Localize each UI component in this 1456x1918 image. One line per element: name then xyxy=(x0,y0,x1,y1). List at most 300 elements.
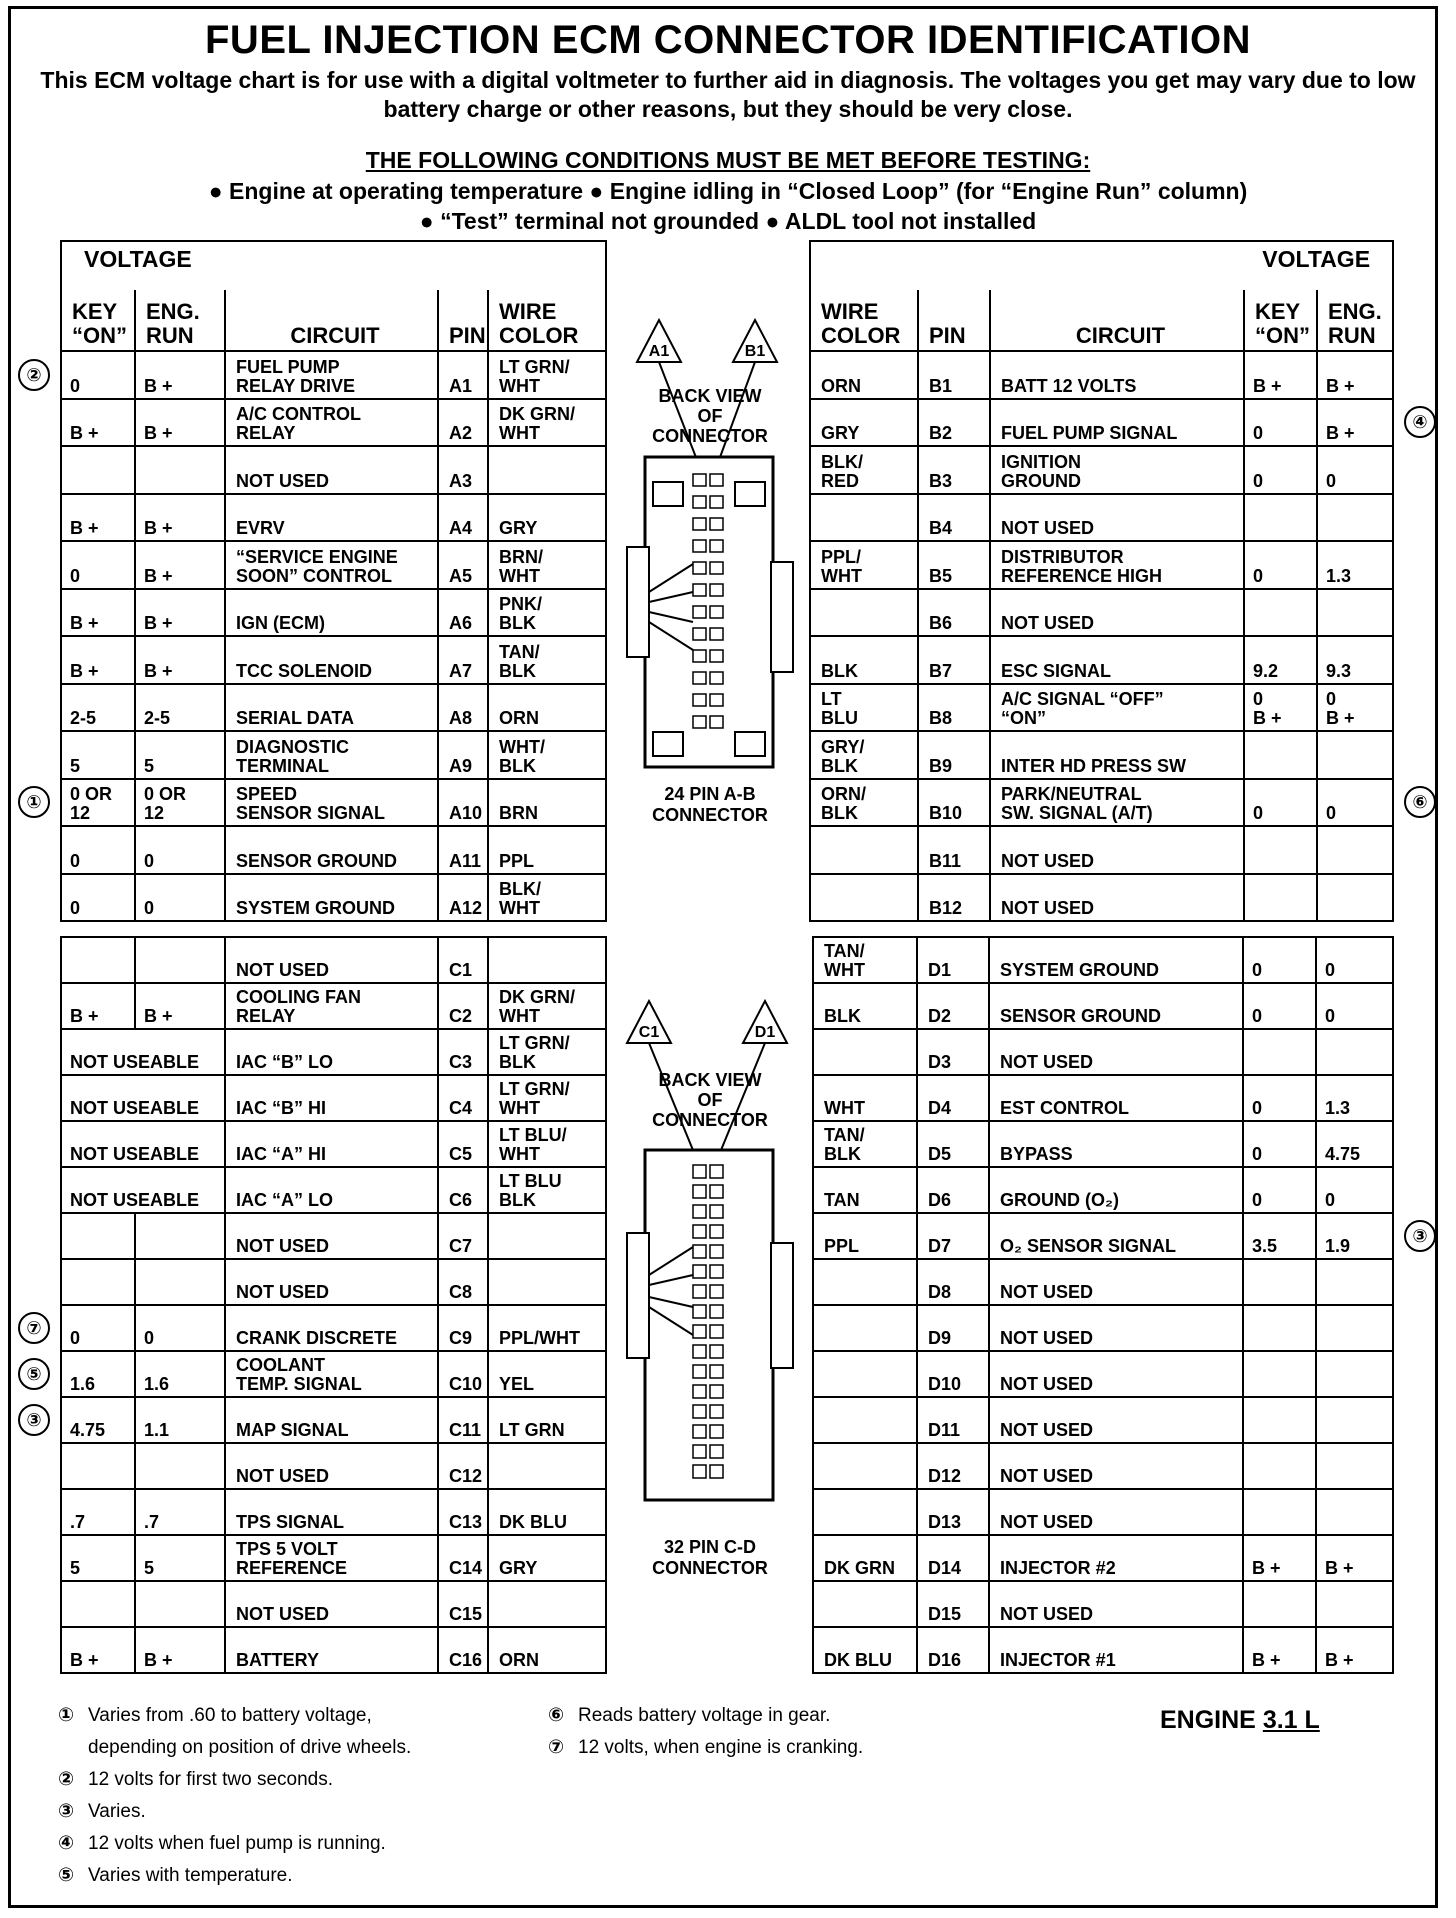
wire-color-cell: BLK xyxy=(810,636,918,684)
circuit-cell: IGNITION GROUND xyxy=(990,446,1244,494)
circuit-cell: O₂ SENSOR SIGNAL xyxy=(989,1213,1243,1259)
circuit-cell: TPS SIGNAL xyxy=(225,1489,438,1535)
circuit-cell: SPEED SENSOR SIGNAL xyxy=(225,779,438,827)
table-row xyxy=(61,684,606,732)
wire-color-cell xyxy=(488,446,606,494)
circuit-cell: EST CONTROL xyxy=(989,1075,1243,1121)
pin-cell: A7 xyxy=(438,636,488,684)
connector-cd-diagram xyxy=(615,985,805,1525)
voltage-header: VOLTAGE xyxy=(1262,246,1371,272)
voltage-header: VOLTAGE xyxy=(84,246,192,272)
circuit-cell: DIAGNOSTIC TERMINAL xyxy=(225,731,438,779)
table-row xyxy=(813,983,1393,1029)
key-on-cell xyxy=(61,1213,135,1259)
pin-cavity xyxy=(693,1205,706,1218)
eng-run-cell: 1.1 xyxy=(135,1397,225,1443)
key-on-cell xyxy=(1243,1029,1316,1075)
wire-color-cell xyxy=(813,1489,917,1535)
pin-cell: C11 xyxy=(438,1397,488,1443)
pin-cell: B10 xyxy=(918,779,990,827)
key-on-cell xyxy=(1243,1259,1316,1305)
footnote xyxy=(58,1732,558,1764)
key-on-cell: 0 OR 12 xyxy=(61,779,135,827)
pin-cavity xyxy=(693,1365,706,1378)
eng-run-cell: 9.3 xyxy=(1317,636,1393,684)
wire-color-cell: LT GRN/ WHT xyxy=(488,351,606,399)
circuit-cell: DISTRIBUTOR REFERENCE HIGH xyxy=(990,541,1244,589)
wire-color-cell xyxy=(813,1581,917,1627)
wire-color-cell: GRY xyxy=(810,399,918,447)
table-row xyxy=(813,1627,1393,1673)
pin-cell: A9 xyxy=(438,731,488,779)
circuit-cell: SENSOR GROUND xyxy=(225,826,438,874)
key-on-cell: 5 xyxy=(61,1535,135,1581)
wire-color-cell: WHT xyxy=(813,1075,917,1121)
wire-color-cell: LT BLU BLK xyxy=(488,1167,606,1213)
key-on-cell: B + xyxy=(61,983,135,1029)
table-row xyxy=(61,1443,606,1489)
wire-color-cell xyxy=(813,1443,917,1489)
pin-cavity xyxy=(693,1305,706,1318)
note-marker: ③ xyxy=(18,1404,50,1436)
table-row xyxy=(61,874,606,922)
table-row xyxy=(61,1259,606,1305)
pin-cell: B2 xyxy=(918,399,990,447)
pin-cavity xyxy=(710,1365,723,1378)
wire-color-cell: LT GRN/ WHT xyxy=(488,1075,606,1121)
note-marker: ② xyxy=(18,359,50,391)
pin-cavity xyxy=(710,1405,723,1418)
circuit-cell: IAC “A” LO xyxy=(225,1167,438,1213)
pin-cell: D10 xyxy=(917,1351,989,1397)
pin-cell: D3 xyxy=(917,1029,989,1075)
table-row xyxy=(813,1351,1393,1397)
wire-color-cell: PNK/ BLK xyxy=(488,589,606,637)
circuit-header: CIRCUIT xyxy=(225,290,438,351)
circuit-cell: FUEL PUMP RELAY DRIVE xyxy=(225,351,438,399)
key-on-header: KEY “ON” xyxy=(1244,290,1317,351)
key-on-cell: 0 xyxy=(61,874,135,922)
table-row xyxy=(810,494,1393,542)
wire-color-header: WIRE COLOR xyxy=(488,290,606,351)
wire-color-cell: BRN/ WHT xyxy=(488,541,606,589)
table-row xyxy=(813,1535,1393,1581)
pin-cavity xyxy=(693,1465,706,1478)
circuit-cell: NOT USED xyxy=(989,1305,1243,1351)
pin-cavity xyxy=(710,562,723,574)
pin-cell: B5 xyxy=(918,541,990,589)
connector-c-table xyxy=(60,936,607,1674)
circuit-cell: GROUND (O₂) xyxy=(989,1167,1243,1213)
wire-color-cell: ORN xyxy=(488,1627,606,1673)
note-marker: ⑦ xyxy=(18,1312,50,1344)
conditions-heading: THE FOLLOWING CONDITIONS MUST BE MET BEFORE TESTING: xyxy=(365,147,1091,173)
pin-cavity xyxy=(693,540,706,552)
key-on-cell: 0 xyxy=(1243,1167,1316,1213)
key-on-cell: NOT USEABLE xyxy=(61,1121,225,1167)
circuit-cell: SERIAL DATA xyxy=(225,684,438,732)
table-row xyxy=(61,1351,606,1397)
pin-cell: C12 xyxy=(438,1443,488,1489)
circuit-cell: NOT USED xyxy=(989,1581,1243,1627)
key-on-cell xyxy=(61,1259,135,1305)
key-on-cell xyxy=(1244,874,1317,922)
key-on-cell xyxy=(61,1581,135,1627)
table-row xyxy=(813,1121,1393,1167)
wire-color-cell: BLK/ RED xyxy=(810,446,918,494)
connector-ab-diagram xyxy=(615,292,805,792)
circuit-cell: NOT USED xyxy=(989,1259,1243,1305)
circuit-cell: SYSTEM GROUND xyxy=(989,937,1243,983)
key-on-cell xyxy=(1243,1581,1316,1627)
key-on-cell: 0 xyxy=(61,826,135,874)
pin-cavity xyxy=(710,1445,723,1458)
circuit-cell: NOT USED xyxy=(225,937,438,983)
wire-color-cell: LT BLU/ WHT xyxy=(488,1121,606,1167)
circuit-cell: PARK/NEUTRAL SW. SIGNAL (A/T) xyxy=(990,779,1244,827)
table-row xyxy=(813,937,1393,983)
eng-run-cell: 0 xyxy=(1316,983,1393,1029)
key-on-header: KEY “ON” xyxy=(61,290,135,351)
table-row xyxy=(813,1167,1393,1213)
pin-cavity xyxy=(710,1465,723,1478)
eng-run-cell: B + xyxy=(1316,1627,1393,1673)
pin-cell: C4 xyxy=(438,1075,488,1121)
footnote xyxy=(58,1700,558,1732)
key-on-cell: 2-5 xyxy=(61,684,135,732)
pin-cell: D4 xyxy=(917,1075,989,1121)
circuit-cell: IGN (ECM) xyxy=(225,589,438,637)
circuit-cell: BYPASS xyxy=(989,1121,1243,1167)
circuit-cell: IAC “B” HI xyxy=(225,1075,438,1121)
pin-cell: A4 xyxy=(438,494,488,542)
note-marker: ③ xyxy=(1404,1220,1436,1252)
circuit-cell: A/C CONTROL RELAY xyxy=(225,399,438,447)
table-row xyxy=(813,1397,1393,1443)
table-row xyxy=(61,1627,606,1673)
eng-run-cell: 0 xyxy=(135,1305,225,1351)
key-on-cell: 0 xyxy=(1243,1075,1316,1121)
pin-cell: D13 xyxy=(917,1489,989,1535)
circuit-cell: EVRV xyxy=(225,494,438,542)
wire-color-cell: GRY/ BLK xyxy=(810,731,918,779)
pin-cell: C5 xyxy=(438,1121,488,1167)
eng-run-cell: B + xyxy=(135,636,225,684)
wire-color-cell: DK BLU xyxy=(488,1489,606,1535)
engine-label-text: ENGINE xyxy=(1160,1706,1256,1734)
footnote-text: 12 volts for first two seconds. xyxy=(88,1769,333,1790)
eng-run-cell: 5 xyxy=(135,1535,225,1581)
key-on-cell xyxy=(61,446,135,494)
key-on-cell xyxy=(1243,1443,1316,1489)
pin-cavity xyxy=(693,474,706,486)
circuit-header: CIRCUIT xyxy=(990,290,1244,351)
pin-cell: D11 xyxy=(917,1397,989,1443)
pin-cavity xyxy=(693,1325,706,1338)
table-row xyxy=(61,1075,606,1121)
circuit-cell: CRANK DISCRETE xyxy=(225,1305,438,1351)
table-row xyxy=(61,541,606,589)
pin-cavity xyxy=(710,518,723,530)
wire-color-cell xyxy=(813,1351,917,1397)
table-row xyxy=(61,1029,606,1075)
eng-run-cell xyxy=(1317,494,1393,542)
pin-cavity xyxy=(693,1265,706,1278)
key-on-cell: NOT USEABLE xyxy=(61,1167,225,1213)
circuit-cell: NOT USED xyxy=(989,1443,1243,1489)
engine-label xyxy=(1160,1706,1320,1735)
key-on-cell: B + xyxy=(61,636,135,684)
pin-cavity xyxy=(693,1165,706,1178)
circuit-cell: NOT USED xyxy=(989,1351,1243,1397)
eng-run-cell xyxy=(1316,1489,1393,1535)
footnote xyxy=(58,1796,558,1828)
intro-text: This ECM voltage chart is for use with a digital voltmeter to further aid in diagnosis. The voltages you get may vary due to low battery charge or other reasons, but they should be very close. xyxy=(40,67,1416,122)
table-row xyxy=(813,1489,1393,1535)
circuit-cell: INJECTOR #2 xyxy=(989,1535,1243,1581)
table-row xyxy=(61,494,606,542)
key-on-cell: 0 xyxy=(61,1305,135,1351)
key-on-cell: 5 xyxy=(61,731,135,779)
pin-cavity xyxy=(693,562,706,574)
circuit-cell: NOT USED xyxy=(989,1029,1243,1075)
key-on-cell xyxy=(61,1443,135,1489)
circuit-cell: MAP SIGNAL xyxy=(225,1397,438,1443)
wire-color-cell xyxy=(488,1213,606,1259)
footnotes-right xyxy=(548,1700,968,1764)
eng-run-cell: 1.9 xyxy=(1316,1213,1393,1259)
eng-run-cell: 5 xyxy=(135,731,225,779)
key-on-cell xyxy=(1244,589,1317,637)
eng-run-cell: B + xyxy=(135,589,225,637)
eng-run-cell xyxy=(1317,589,1393,637)
key-on-cell xyxy=(61,937,135,983)
eng-run-cell: B + xyxy=(135,351,225,399)
pin-cavity xyxy=(693,1405,706,1418)
pin-cell: D5 xyxy=(917,1121,989,1167)
footnote-text: depending on position of drive wheels. xyxy=(88,1737,412,1758)
key-on-cell xyxy=(1243,1351,1316,1397)
wire-color-cell xyxy=(813,1305,917,1351)
wire-color-cell xyxy=(810,589,918,637)
key-on-cell: 0 xyxy=(1244,446,1317,494)
circuit-cell: IAC “B” LO xyxy=(225,1029,438,1075)
pin-cavity xyxy=(693,716,706,728)
pin-cavity xyxy=(710,1245,723,1258)
table-row xyxy=(813,1075,1393,1121)
eng-run-cell: B + xyxy=(1316,1535,1393,1581)
eng-run-cell xyxy=(135,937,225,983)
pin-cell: D9 xyxy=(917,1305,989,1351)
table-row xyxy=(810,731,1393,779)
key-on-cell: B + xyxy=(1244,351,1317,399)
note-marker: ④ xyxy=(1404,406,1436,438)
eng-run-cell: .7 xyxy=(135,1489,225,1535)
key-on-cell: .7 xyxy=(61,1489,135,1535)
circuit-cell: BATT 12 VOLTS xyxy=(990,351,1244,399)
key-on-cell: B + xyxy=(61,399,135,447)
wire-color-cell: PPL xyxy=(488,826,606,874)
circuit-cell: SENSOR GROUND xyxy=(989,983,1243,1029)
circuit-cell: FUEL PUMP SIGNAL xyxy=(990,399,1244,447)
wire-color-cell xyxy=(810,494,918,542)
eng-run-cell: 0 xyxy=(1316,937,1393,983)
table-row xyxy=(61,1167,606,1213)
key-on-cell: 0 xyxy=(1243,937,1316,983)
eng-run-cell xyxy=(1316,1397,1393,1443)
eng-run-cell: 1.6 xyxy=(135,1351,225,1397)
eng-run-cell xyxy=(1316,1581,1393,1627)
pin-cavity xyxy=(693,1425,706,1438)
wire-color-cell xyxy=(813,1397,917,1443)
circuit-cell: INJECTOR #1 xyxy=(989,1627,1243,1673)
key-on-cell xyxy=(1243,1489,1316,1535)
pin-cavity xyxy=(693,1245,706,1258)
eng-run-cell xyxy=(135,1443,225,1489)
table-row xyxy=(61,351,606,399)
circuit-cell: ESC SIGNAL xyxy=(990,636,1244,684)
pin-cell: A5 xyxy=(438,541,488,589)
wire-color-cell: WHT/ BLK xyxy=(488,731,606,779)
wire-color-cell xyxy=(488,1581,606,1627)
eng-run-cell: B + xyxy=(135,983,225,1029)
circuit-cell: “SERVICE ENGINE SOON” CONTROL xyxy=(225,541,438,589)
key-on-cell xyxy=(1244,494,1317,542)
pin-cavity xyxy=(710,1285,723,1298)
footnote-number: ⑥ xyxy=(548,1705,565,1726)
table-row xyxy=(61,1535,606,1581)
pin-cavity xyxy=(710,474,723,486)
pin-cell: A10 xyxy=(438,779,488,827)
wire-color-cell: DK GRN/ WHT xyxy=(488,399,606,447)
pin-cell: B4 xyxy=(918,494,990,542)
key-on-cell: B + xyxy=(1243,1535,1316,1581)
key-on-cell: B + xyxy=(1243,1627,1316,1673)
pin-cell: B6 xyxy=(918,589,990,637)
table-row xyxy=(61,1581,606,1627)
pin-cavity xyxy=(710,672,723,684)
circuit-cell: NOT USED xyxy=(990,589,1244,637)
pin-d1-label: D1 xyxy=(754,1024,776,1041)
pin-cell: D14 xyxy=(917,1535,989,1581)
pin-cell: A1 xyxy=(438,351,488,399)
key-on-cell: 1.6 xyxy=(61,1351,135,1397)
circuit-cell: NOT USED xyxy=(225,1581,438,1627)
pin-cavity xyxy=(710,1205,723,1218)
pin-cavity xyxy=(693,1345,706,1358)
eng-run-cell: B + xyxy=(135,1627,225,1673)
wire-color-cell: GRY xyxy=(488,494,606,542)
eng-run-cell xyxy=(135,1213,225,1259)
circuit-cell: NOT USED xyxy=(990,826,1244,874)
circuit-cell: IAC “A” HI xyxy=(225,1121,438,1167)
connector-cd-body xyxy=(645,1150,773,1500)
eng-run-cell: B + xyxy=(135,494,225,542)
key-on-cell: B + xyxy=(61,589,135,637)
wire-color-cell xyxy=(488,1443,606,1489)
pin-cell: C3 xyxy=(438,1029,488,1075)
wire-color-cell: TAN/ BLK xyxy=(813,1121,917,1167)
key-on-cell xyxy=(1244,731,1317,779)
eng-run-cell xyxy=(1317,874,1393,922)
table-row xyxy=(810,541,1393,589)
pin-cell: A11 xyxy=(438,826,488,874)
pin-cell: C2 xyxy=(438,983,488,1029)
pin-cavity xyxy=(710,628,723,640)
table-row xyxy=(61,1397,606,1443)
pin-cell: A12 xyxy=(438,874,488,922)
connector-cd-backview-label: BACK VIEW OF CONNECTOR xyxy=(652,1070,768,1130)
wire-color-cell: TAN/ BLK xyxy=(488,636,606,684)
eng-run-cell: 2-5 xyxy=(135,684,225,732)
key-on-cell: 0 xyxy=(1244,541,1317,589)
eng-run-cell: B + xyxy=(1317,399,1393,447)
table-row xyxy=(810,636,1393,684)
table-row xyxy=(61,1213,606,1259)
pin-cavity xyxy=(710,650,723,662)
footnote-number: ④ xyxy=(58,1833,75,1854)
eng-run-cell: 0 xyxy=(135,826,225,874)
footnote-number: ③ xyxy=(58,1801,75,1822)
eng-run-cell xyxy=(135,1259,225,1305)
eng-run-cell xyxy=(1317,826,1393,874)
connector-ab-backview-label: BACK VIEW OF CONNECTOR xyxy=(652,386,768,446)
eng-run-cell xyxy=(1316,1351,1393,1397)
table-row xyxy=(810,826,1393,874)
pin-cavity xyxy=(710,1165,723,1178)
table-row xyxy=(61,636,606,684)
eng-run-cell: B + xyxy=(135,399,225,447)
wire-color-cell: LT GRN/ BLK xyxy=(488,1029,606,1075)
note-marker: ⑥ xyxy=(1404,786,1436,818)
eng-run-cell: 0 xyxy=(1316,1167,1393,1213)
wire-color-cell xyxy=(810,826,918,874)
key-on-cell: B + xyxy=(61,1627,135,1673)
table-row xyxy=(61,1489,606,1535)
wire-color-cell: PPL/ WHT xyxy=(810,541,918,589)
circuit-cell: NOT USED xyxy=(225,1259,438,1305)
circuit-cell: NOT USED xyxy=(989,1489,1243,1535)
footnote-text: 12 volts, when engine is cranking. xyxy=(578,1737,864,1758)
pin-cavity xyxy=(693,672,706,684)
pin-cell: A6 xyxy=(438,589,488,637)
wire-color-cell: DK BLU xyxy=(813,1627,917,1673)
connector-a-table xyxy=(60,240,607,922)
key-on-cell xyxy=(1243,1305,1316,1351)
footnote-text: Varies from .60 to battery voltage, xyxy=(88,1705,372,1726)
wire-color-cell: YEL xyxy=(488,1351,606,1397)
pin-cavity xyxy=(710,716,723,728)
footnotes-left xyxy=(58,1700,558,1892)
table-row xyxy=(61,826,606,874)
key-on-cell: 0 B + xyxy=(1244,684,1317,732)
conditions-line-2: ● “Test” terminal not grounded ● ALDL tool not installed xyxy=(419,208,1037,234)
wire-color-cell xyxy=(813,1259,917,1305)
key-on-cell: 0 xyxy=(61,351,135,399)
page-title: FUEL INJECTION ECM CONNECTOR IDENTIFICATION xyxy=(205,18,1251,62)
wire-color-cell: LT BLU xyxy=(810,684,918,732)
pin-cavity xyxy=(693,1185,706,1198)
pin-cell: B8 xyxy=(918,684,990,732)
pin-b1-label: B1 xyxy=(744,343,766,360)
wire-color-cell: DK GRN/ WHT xyxy=(488,983,606,1029)
eng-run-cell: 0 xyxy=(135,874,225,922)
pin-cavity xyxy=(693,694,706,706)
table-row xyxy=(61,1121,606,1167)
footnote xyxy=(58,1828,558,1860)
circuit-cell: NOT USED xyxy=(990,494,1244,542)
eng-run-cell xyxy=(1316,1029,1393,1075)
